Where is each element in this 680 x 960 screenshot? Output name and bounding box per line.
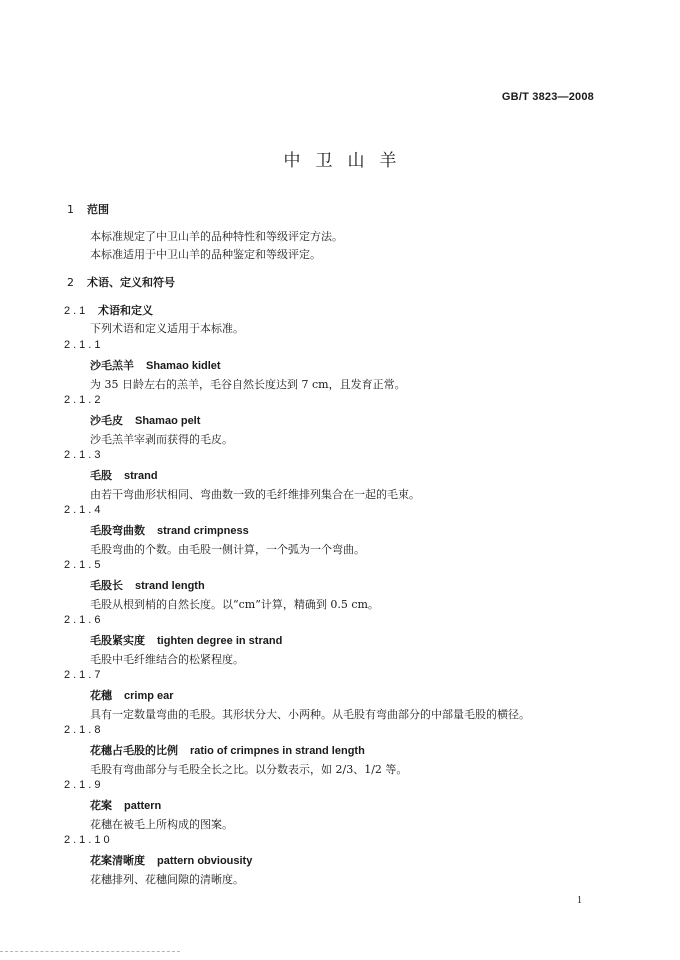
section-number: 1 (67, 203, 74, 216)
term-zh: 花案 (90, 799, 112, 812)
term-en: strand (124, 470, 158, 482)
term-zh: 毛股紧实度 (90, 634, 145, 647)
term-heading (90, 577, 205, 593)
term-number: 2.1.3 (64, 449, 104, 461)
section-title: 范围 (87, 203, 109, 216)
term-zh: 花案清晰度 (90, 854, 145, 867)
term-zh: 毛股长 (90, 579, 123, 592)
term-number: 2.1.5 (64, 559, 104, 571)
term-zh: 花穗 (90, 689, 112, 702)
term-heading (90, 467, 158, 483)
term-heading (90, 742, 365, 758)
term-heading (90, 852, 252, 868)
scope-paragraph-1: 本标准规定了中卫山羊的品种特性和等级评定方法。 (90, 230, 343, 243)
term-en: pattern obviousity (157, 855, 253, 867)
term-heading (90, 687, 174, 703)
term-zh: 毛股 (90, 469, 112, 482)
term-en: Shamao pelt (135, 415, 201, 427)
term-definition: 毛股从根到梢的自然长度。以“cm”计算，精确到 0.5 cm。 (90, 598, 379, 611)
term-zh: 毛股弯曲数 (90, 524, 145, 537)
term-en: strand length (135, 580, 205, 592)
scan-edge-divider (0, 951, 180, 952)
page-number: 1 (577, 895, 582, 906)
term-zh: 沙毛皮 (90, 414, 123, 427)
term-definition: 毛股弯曲的个数。由毛股一侧计算，一个弧为一个弯曲。 (90, 543, 365, 556)
term-en: Shamao kidlet (146, 360, 221, 372)
standard-code: GB/T 3823—2008 (501, 91, 594, 103)
term-heading (90, 357, 221, 373)
term-en: ratio of crimpnes in strand length (190, 745, 365, 757)
term-number: 2.1.8 (64, 724, 104, 736)
term-number: 2.1.9 (64, 779, 104, 791)
term-number: 2.1.4 (64, 504, 104, 516)
term-definition: 沙毛羔羊宰剥而获得的毛皮。 (90, 433, 233, 446)
term-en: pattern (124, 800, 162, 812)
term-definition: 花穗排列、花穗间隙的清晰度。 (90, 873, 244, 886)
term-en: strand crimpness (157, 525, 249, 537)
term-number: 2.1.1 (64, 339, 104, 351)
section-1-heading (67, 201, 109, 217)
term-zh: 花穗占毛股的比例 (90, 744, 178, 757)
section-2-heading (67, 274, 175, 290)
section-number: 2 (67, 276, 74, 289)
term-number: 2.1.6 (64, 614, 104, 626)
term-zh: 沙毛羔羊 (90, 359, 134, 372)
term-heading (90, 522, 249, 538)
section-title: 术语和定义 (98, 304, 153, 317)
term-definition: 花穗在被毛上所构成的图案。 (90, 818, 233, 831)
term-definition: 具有一定数量弯曲的毛股。其形状分大、小两种。从毛股有弯曲部分的中部量毛股的横径。 (90, 708, 530, 721)
terms-intro: 下列术语和定义适用于本标准。 (90, 322, 244, 335)
term-heading (90, 632, 282, 648)
term-definition: 为 35 日龄左右的羔羊，毛谷自然长度达到 7 cm，且发育正常。 (90, 378, 406, 391)
term-number: 2.1.2 (64, 394, 104, 406)
term-number: 2.1.7 (64, 669, 104, 681)
document-title: 中卫山羊 (283, 151, 412, 171)
term-definition: 毛股有弯曲部分与毛股全长之比。以分数表示，如 2/3、1/2 等。 (90, 763, 408, 776)
term-definition: 由若干弯曲形状相同、弯曲数一致的毛纤维排列集合在一起的毛束。 (90, 488, 420, 501)
term-en: crimp ear (124, 690, 174, 702)
section-number: 2.1 (64, 305, 89, 317)
term-heading (90, 797, 161, 813)
section-2-1-heading (64, 302, 153, 318)
scope-paragraph-2: 本标准适用于中卫山羊的品种鉴定和等级评定。 (90, 248, 321, 261)
term-en: tighten degree in strand (157, 635, 283, 647)
section-title: 术语、定义和符号 (87, 276, 175, 289)
term-heading (90, 412, 200, 428)
term-number: 2.1.10 (64, 834, 113, 846)
term-definition: 毛股中毛纤维结合的松紧程度。 (90, 653, 244, 666)
